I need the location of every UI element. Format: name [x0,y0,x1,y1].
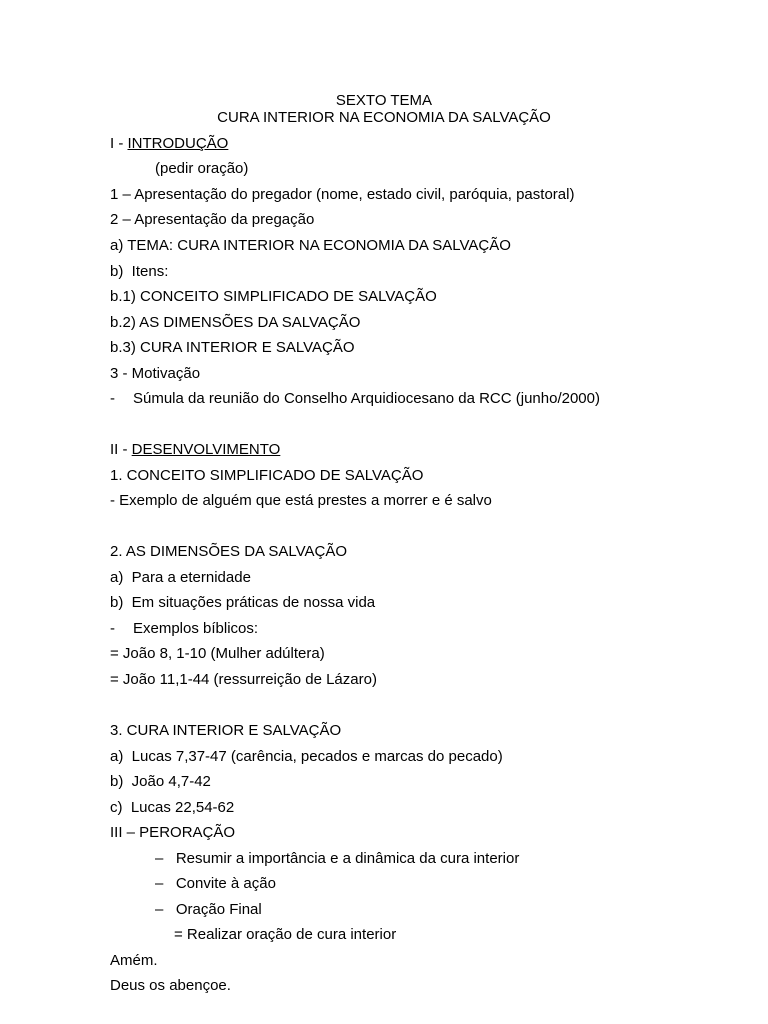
section-2-prefix: II - [110,441,132,458]
section-1-line-1: 1 – Apresentação do pregador (nome, estado civil, paróquia, pastoral) [110,186,575,203]
section-1-note: (pedir oração) [155,160,249,177]
section-3-heading: III – PERORAÇÃO [110,824,236,841]
section-1-line-9-dash: - [110,390,115,407]
section-1-prefix: I - [110,135,128,152]
section-1-line-5: b.1) CONCEITO SIMPLIFICADO DE SALVAÇÃO [110,288,437,305]
section-1-title: INTRODUÇÃO [127,135,229,152]
section-1-line-9: Súmula da reunião do Conselho Arquidiocesano da RCC (junho/2000) [133,390,600,407]
point-2-title: 2. AS DIMENSÕES DA SALVAÇÃO [110,543,348,560]
section-3-bullet-3: – Oração Final [155,901,262,918]
point-3-title: 3. CURA INTERIOR E SALVAÇÃO [110,722,342,739]
section-2-heading [110,441,280,459]
section-3-bullet-1: – Resumir a importância e a dinâmica da cura interior [155,850,520,867]
point-3-line-2: b) João 4,7-42 [110,773,211,790]
section-1-line-7: b.3) CURA INTERIOR E SALVAÇÃO [110,339,355,356]
section-3-bullet-2: – Convite à ação [155,875,276,892]
point-2-line-3-dash: - [110,620,115,637]
point-1-title: 1. CONCEITO SIMPLIFICADO DE SALVAÇÃO [110,467,424,484]
section-1-line-4: b) Itens: [110,263,169,280]
point-3-line-1: a) Lucas 7,37-47 (carência, pecados e marcas do pecado) [110,748,503,765]
section-3-bullet-4: = Realizar oração de cura interior [174,926,397,943]
closing-blessing: Deus os abençoe. [110,977,231,994]
section-2-title: DESENVOLVIMENTO [131,441,281,458]
point-2-line-2: b) Em situações práticas de nossa vida [110,594,376,611]
point-2-line-4: = João 8, 1-10 (Mulher adúltera) [110,645,325,662]
section-1-line-8: 3 - Motivação [110,365,201,382]
closing-amen: Amém. [110,952,158,969]
document-title: SEXTO TEMA [335,92,433,109]
point-2-line-3: Exemplos bíblicos: [133,620,259,637]
point-2-line-1: a) Para a eternidade [110,569,251,586]
document-subtitle: CURA INTERIOR NA ECONOMIA DA SALVAÇÃO [217,109,551,126]
section-1-line-6: b.2) AS DIMENSÕES DA SALVAÇÃO [110,314,361,331]
point-3-line-3: c) Lucas 22,54-62 [110,799,235,816]
point-2-line-5: = João 11,1-44 (ressurreição de Lázaro) [110,671,377,688]
section-1-heading [110,135,228,153]
section-1-line-2: 2 – Apresentação da pregação [110,211,315,228]
section-1-line-3: a) TEMA: CURA INTERIOR NA ECONOMIA DA SALVAÇÃO [110,237,511,254]
point-1-line-1: - Exemplo de alguém que está prestes a morrer e é salvo [110,492,492,509]
